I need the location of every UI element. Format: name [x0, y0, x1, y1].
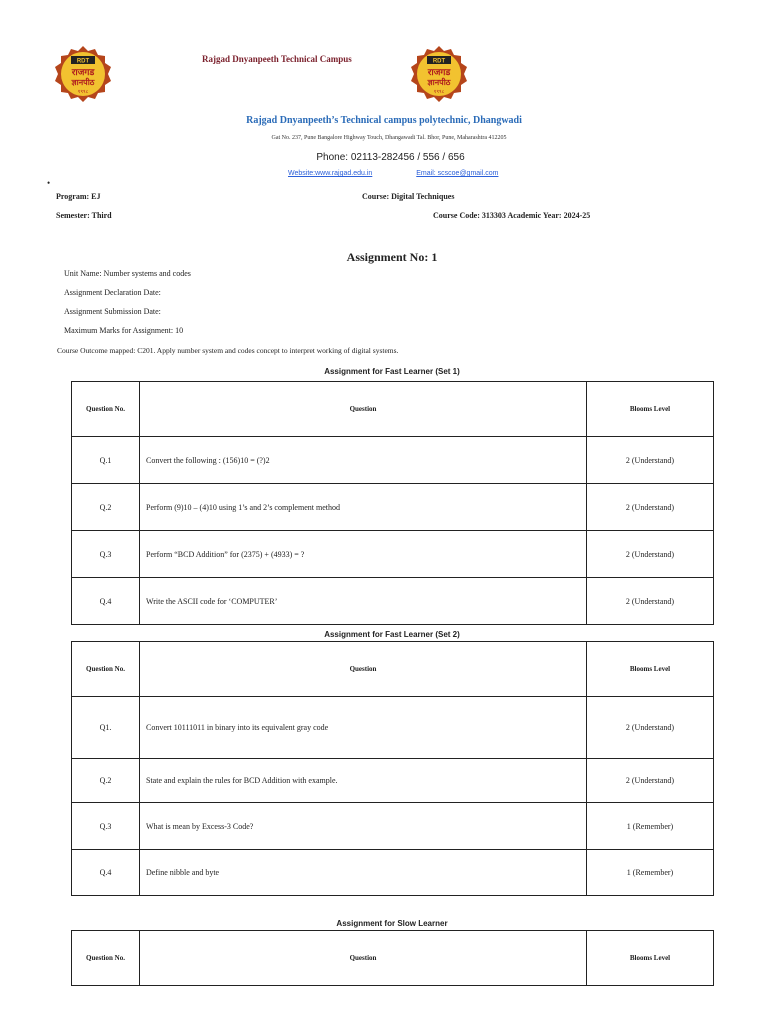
table-header-row	[72, 642, 714, 697]
question-number: Q.4	[72, 850, 140, 896]
question-text: What is mean by Excess-3 Code?	[140, 803, 587, 850]
blooms-level: 1 (Remember)	[587, 850, 714, 896]
blooms-level: 2 (Understand)	[587, 578, 714, 625]
question-number: Q.3	[72, 803, 140, 850]
question-text: Write the ASCII code for ‘COMPUTER’	[140, 578, 587, 625]
blooms-level: 2 (Understand)	[587, 759, 714, 803]
column-header-qno: Question No.	[72, 642, 140, 697]
campus-name-small: Rajgad Dnyanpeeth Technical Campus	[202, 54, 352, 64]
column-header-blooms: Blooms Level	[587, 931, 714, 986]
question-number: Q.2	[72, 484, 140, 531]
email-link[interactable]: Email: scscoe@gmail.com	[416, 170, 499, 177]
question-number: Q.1	[72, 437, 140, 484]
logo-left-line1: राजगड	[71, 68, 95, 78]
column-header-question: Question	[140, 642, 587, 697]
table-row	[72, 697, 714, 759]
institute-logo-left	[54, 45, 112, 103]
question-text: Perform “BCD Addition” for (2375) + (4933) = ?	[140, 531, 587, 578]
table-row	[72, 850, 714, 896]
table-row	[72, 578, 714, 625]
question-text: Convert the following : (156)10 = (?)2	[140, 437, 587, 484]
question-text: Convert 10111011 in binary into its equivalent gray code	[140, 697, 587, 759]
logo-right-line2: ज्ञानपीठ	[427, 78, 451, 87]
bullet-mark: •	[47, 178, 51, 188]
question-number: Q1.	[72, 697, 140, 759]
table-row	[72, 759, 714, 803]
question-number: Q.3	[72, 531, 140, 578]
table-row	[72, 531, 714, 578]
column-header-question: Question	[140, 382, 587, 437]
declaration-date: Assignment Declaration Date:	[64, 288, 161, 297]
set1-title: Assignment for Fast Learner (Set 1)	[324, 367, 460, 376]
maximum-marks: Maximum Marks for Assignment: 10	[64, 326, 184, 335]
question-number: Q.4	[72, 578, 140, 625]
logo-right-top-text: RDT	[432, 58, 446, 65]
slow-learner-title: Assignment for Slow Learner	[336, 919, 448, 928]
table-header-row	[72, 382, 714, 437]
question-text: State and explain the rules for BCD Addition with example.	[140, 759, 587, 803]
website-link[interactable]: Website:www.rajgad.edu.in	[288, 170, 373, 177]
slow-learner-table	[71, 930, 714, 986]
logo-left-line2: ज्ञानपीठ	[71, 78, 95, 87]
column-header-qno: Question No.	[72, 931, 140, 986]
course-label: Course: Digital Techniques	[362, 192, 455, 201]
table-header-row	[72, 931, 714, 986]
logo-right-year: १९९८	[433, 89, 445, 95]
program-label: Program: EJ	[56, 192, 101, 201]
blooms-level: 2 (Understand)	[587, 484, 714, 531]
table-row	[72, 803, 714, 850]
blooms-level: 2 (Understand)	[587, 437, 714, 484]
institute-phone: Phone: 02113-282456 / 556 / 656	[316, 152, 465, 163]
contact-links	[288, 170, 498, 177]
column-header-qno: Question No.	[72, 382, 140, 437]
set1-table	[71, 381, 714, 625]
logo-left-top-text: RDT	[76, 58, 90, 65]
set2-title: Assignment for Fast Learner (Set 2)	[324, 630, 460, 639]
blooms-level: 2 (Understand)	[587, 531, 714, 578]
unit-name: Unit Name: Number systems and codes	[64, 269, 191, 278]
question-number: Q.2	[72, 759, 140, 803]
question-text: Perform (9)10 – (4)10 using 1’s and 2’s complement method	[140, 484, 587, 531]
course-code-label: Course Code: 313303 Academic Year: 2024-25	[433, 211, 591, 220]
column-header-blooms: Blooms Level	[587, 382, 714, 437]
logo-right-line1: राजगड	[427, 68, 451, 78]
institute-logo-right	[410, 45, 468, 103]
course-outcome: Course Outcome mapped: C201. Apply number system and codes concept to interpret working of digital systems.	[57, 346, 399, 355]
question-text: Define nibble and byte	[140, 850, 587, 896]
set2-table	[71, 641, 714, 896]
column-header-blooms: Blooms Level	[587, 642, 714, 697]
blooms-level: 1 (Remember)	[587, 803, 714, 850]
semester-label: Semester: Third	[56, 211, 112, 220]
submission-date: Assignment Submission Date:	[64, 307, 161, 316]
assignment-title: Assignment No: 1	[346, 250, 438, 264]
table-row	[72, 484, 714, 531]
logo-left-year: १९९८	[77, 89, 89, 95]
blooms-level: 2 (Understand)	[587, 697, 714, 759]
column-header-question: Question	[140, 931, 587, 986]
institute-name: Rajgad Dnyanpeeth’s Technical campus polytechnic, Dhangwadi	[246, 115, 522, 126]
institute-address: Gat No. 237, Pune Bangalore Highway Touch, Dhangawadi Tal. Bhor, Pune, Maharashtra 412205	[271, 135, 507, 141]
table-row	[72, 437, 714, 484]
